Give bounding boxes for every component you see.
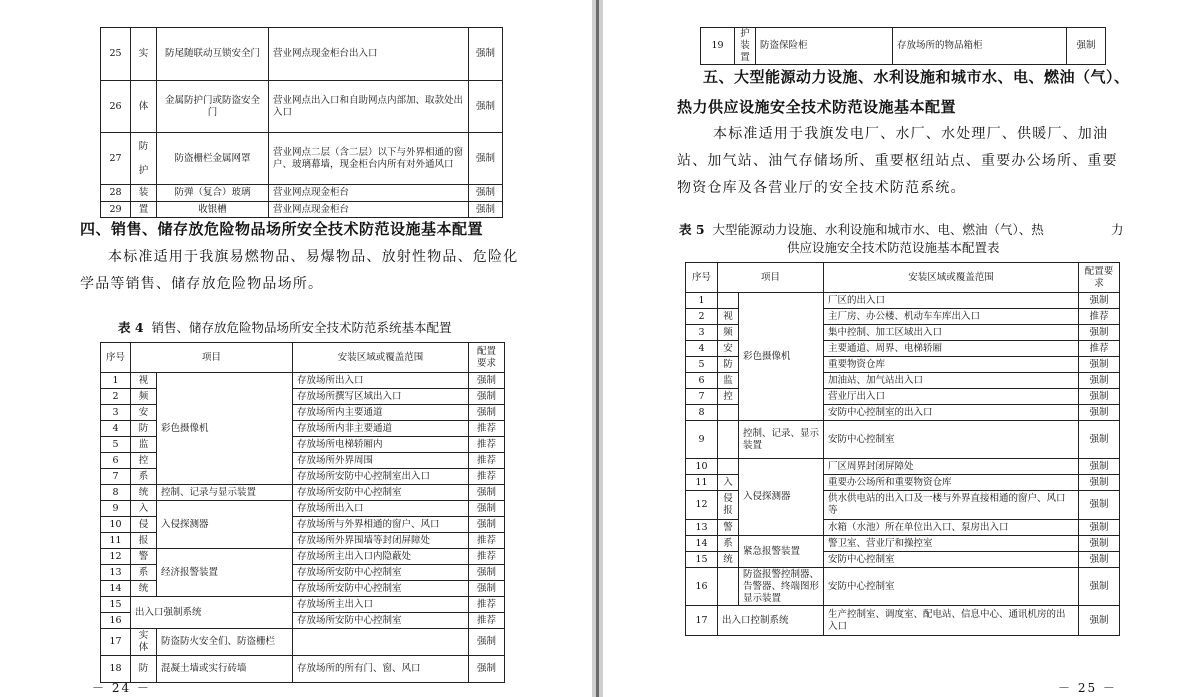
area-cell: 存放场所撰写区域出入口: [293, 389, 469, 405]
section-heading-line2: 热力供应设施安全技术防范设施基本配置: [677, 98, 957, 116]
section-heading: 四、销售、储存放危险物品场所安全技术防范设施基本配置: [80, 220, 484, 238]
row-number: 29: [101, 202, 131, 218]
table-row: [686, 536, 1120, 552]
table-row: [101, 549, 505, 565]
row-number: 6: [101, 453, 131, 469]
area-cell: 水箱（水池）所在单位出入口、泵房出入口: [824, 520, 1079, 536]
area-cell: 重要物资仓库: [824, 357, 1079, 373]
requirement-cell: 强制: [1079, 475, 1120, 491]
requirement-cell: 强制: [1079, 357, 1120, 373]
table-caption-label: 表 5: [679, 222, 705, 237]
category-cell: 系: [131, 469, 157, 485]
requirement-cell: 强制: [1067, 28, 1106, 65]
requirement-cell: 推荐: [469, 437, 505, 453]
row-number: 17: [686, 606, 718, 636]
area-cell: 厂区周界封闭屏障处: [824, 459, 1079, 475]
requirement-cell: 强制: [469, 629, 505, 656]
category-cell: 统: [131, 485, 157, 501]
area-cell: 营业网点出入口和自助网点内部加、取款处出入口: [269, 81, 469, 133]
area-cell: 集中控制、加工区域出入口: [824, 325, 1079, 341]
requirement-cell: 强制: [1079, 520, 1120, 536]
row-number: 7: [686, 389, 718, 405]
requirement-cell: 强制: [1079, 568, 1120, 606]
table-row: [101, 656, 505, 683]
category-cell: 防: [131, 656, 157, 683]
category-cell: 安: [718, 341, 739, 357]
requirement-cell: 强制: [469, 656, 505, 683]
area-cell: 加油站、加气站出入口: [824, 373, 1079, 389]
area-cell: 存放场所安防中心控制室: [293, 581, 469, 597]
requirement-cell: 强制: [1079, 421, 1120, 459]
row-number: 28: [101, 185, 131, 202]
area-cell: 厂区的出入口: [824, 293, 1079, 309]
table-caption: [118, 318, 452, 336]
header-item: 项目: [131, 343, 293, 373]
row-number: 10: [686, 459, 718, 475]
requirement-cell: 强制: [469, 81, 503, 133]
area-cell: 营业网点二层（含二层）以下与外界相通的窗户、玻璃幕墙，现金柜台内所有对外通风口: [269, 133, 469, 185]
requirement-cell: 强制: [469, 185, 503, 202]
table-row: [101, 133, 503, 185]
row-number: 14: [686, 536, 718, 552]
requirement-cell: 强制: [1079, 552, 1120, 568]
category-cell: 监: [718, 373, 739, 389]
item-cell: 彩色摄像机: [739, 293, 824, 421]
section-heading-line1: 五、大型能源动力设施、水利设施和城市水、电、燃油（气）、: [703, 68, 1130, 86]
category-cell: 视: [718, 309, 739, 325]
requirement-cell: 强制: [1079, 373, 1120, 389]
category-cell: 置: [131, 202, 157, 218]
table-4: [100, 342, 505, 683]
row-number: 11: [686, 475, 718, 491]
category-cell: 控: [131, 453, 157, 469]
requirement-cell: 强制: [469, 581, 505, 597]
row-number: 5: [101, 437, 131, 453]
row-number: 12: [686, 491, 718, 520]
requirement-cell: 强制: [1079, 491, 1120, 520]
area-cell: 营业网点现金柜台出入口: [269, 28, 469, 81]
area-cell: 存放场所主出入口内隐蔽处: [293, 549, 469, 565]
row-number: 1: [686, 293, 718, 309]
table-row: [686, 459, 1120, 475]
item-cell: 入侵探测器: [739, 459, 824, 536]
area-cell: 存放场所安防中心控制室: [293, 613, 469, 629]
requirement-cell: 强制: [469, 517, 505, 533]
row-number: 12: [101, 549, 131, 565]
category-cell: 统: [131, 581, 157, 597]
requirement-cell: 推荐: [469, 533, 505, 549]
category-cell: 侵 报: [718, 491, 739, 520]
table-row: [101, 501, 505, 517]
table-row: [101, 28, 503, 81]
row-number: 26: [101, 81, 131, 133]
table-row: [701, 28, 1106, 65]
item-cell: 混凝土墙或实行砖墙: [157, 656, 293, 683]
category-cell: 统: [718, 552, 739, 568]
category-cell: [718, 293, 739, 309]
area-cell: 主厂房、办公楼、机动车车库出入口: [824, 309, 1079, 325]
requirement-cell: 推荐: [1079, 341, 1120, 357]
item-cell: 出入口控制系统: [718, 606, 824, 636]
row-number: 9: [101, 501, 131, 517]
row-number: 7: [101, 469, 131, 485]
right-page: [603, 0, 1196, 697]
table-caption: [679, 220, 1044, 238]
area-cell: 主要通道、周界、电梯轿厢: [824, 341, 1079, 357]
table-row: [686, 568, 1120, 606]
area-cell: 供水供电站的出入口及一楼与外界直接相通的窗户、风口等: [824, 491, 1079, 520]
area-cell: 存放场所主出入口: [293, 597, 469, 613]
requirement-cell: 推荐: [469, 597, 505, 613]
requirement-cell: 推荐: [469, 613, 505, 629]
area-cell: 营业厅出入口: [824, 389, 1079, 405]
category-cell: 系: [718, 536, 739, 552]
table-header-row: [686, 263, 1120, 293]
item-cell: 收银槽: [157, 202, 269, 218]
table-header-row: [101, 343, 505, 373]
row-number: 27: [101, 133, 131, 185]
row-number: 13: [686, 520, 718, 536]
area-cell: 重要办公场所和重要物资仓库: [824, 475, 1079, 491]
area-cell: 安防中心控制室: [824, 552, 1079, 568]
table-row: [686, 421, 1120, 459]
category-cell: 入: [718, 475, 739, 491]
item-cell: 防尾随联动互锁安全门: [157, 28, 269, 81]
area-cell: 存放场所的所有门、窗、风口: [293, 656, 469, 683]
requirement-cell: 强制: [469, 565, 505, 581]
row-number: 10: [101, 517, 131, 533]
row-number: 1: [101, 373, 131, 389]
header-requirement: 配置要求: [1079, 263, 1120, 293]
left-top-table: [100, 27, 503, 218]
requirement-cell: 强制: [1079, 536, 1120, 552]
row-number: 8: [101, 485, 131, 501]
area-cell: 存放场所内非主要通道: [293, 421, 469, 437]
row-number: 8: [686, 405, 718, 421]
item-cell: 入侵探测器: [157, 501, 293, 549]
table-row: [101, 485, 505, 501]
table-row: [101, 597, 505, 613]
requirement-cell: 强制: [1079, 325, 1120, 341]
header-item: 项目: [718, 263, 824, 293]
category-cell: 安: [131, 405, 157, 421]
requirement-cell: 推荐: [469, 421, 505, 437]
row-number: 3: [101, 405, 131, 421]
area-cell: 存放场所出入口: [293, 373, 469, 389]
item-cell: 防盗防火安全们、防盗栅栏: [157, 629, 293, 656]
requirement-cell: 强制: [469, 28, 503, 81]
requirement-cell: 强制: [1079, 389, 1120, 405]
area-cell: 安防中心控制室: [824, 421, 1079, 459]
requirement-cell: 强制: [1079, 293, 1120, 309]
item-cell: 金属防护门或防盗安全门: [157, 81, 269, 133]
area-cell: 存放场所内主要通道: [293, 405, 469, 421]
item-cell: 防盗保险柜: [756, 28, 893, 65]
item-cell: 防弹（复合）玻璃: [157, 185, 269, 202]
row-number: 15: [101, 597, 131, 613]
area-cell: 存放场所安防中心控制室出入口: [293, 469, 469, 485]
area-cell: 存放场所外界周围: [293, 453, 469, 469]
row-number: 4: [686, 341, 718, 357]
left-page: [0, 0, 592, 697]
category-cell: [718, 459, 739, 475]
category-cell: 控: [718, 389, 739, 405]
category-cell: 视: [131, 373, 157, 389]
header-no: 序号: [101, 343, 131, 373]
row-number: 16: [101, 613, 131, 629]
table-row: [686, 293, 1120, 309]
area-cell: 存放场所与外界相通的窗户、风口: [293, 517, 469, 533]
item-cell: 彩色摄像机: [157, 373, 293, 485]
area-cell: 存放场所外界围墙等封闭屏障处: [293, 533, 469, 549]
requirement-cell: 强制: [469, 202, 503, 218]
row-number: 19: [701, 28, 735, 65]
row-number: 2: [101, 389, 131, 405]
item-cell: 防盗报警控制器、告警器、终端图形显示装置: [739, 568, 824, 606]
category-cell: 入: [131, 501, 157, 517]
table-caption-tail: 力: [1111, 222, 1124, 237]
category-cell: [718, 568, 739, 606]
area-cell: 警卫室、营业厅和操控室: [824, 536, 1079, 552]
page-number: － 25 －: [1058, 681, 1117, 695]
area-cell: 安防中心控制室的出入口: [824, 405, 1079, 421]
row-number: 3: [686, 325, 718, 341]
category-cell: [718, 421, 739, 459]
row-number: 17: [101, 629, 131, 656]
row-number: 5: [686, 357, 718, 373]
right-top-table: [700, 27, 1106, 65]
row-number: 14: [101, 581, 131, 597]
category-cell: 装: [131, 185, 157, 202]
category-cell: 防: [131, 421, 157, 437]
requirement-cell: 强制: [1079, 459, 1120, 475]
requirement-cell: 推荐: [469, 469, 505, 485]
section-paragraph: 本标准适用于我旗易燃物品、易爆物品、放射性物品、危险化学品等销售、储存放危险物品场所。: [80, 249, 519, 292]
item-cell: 紧急报警装置: [739, 536, 824, 568]
requirement-cell: 推荐: [1079, 309, 1120, 325]
table-caption-line1: 大型能源动力设施、水利设施和城市水、电、燃油（气）、热: [712, 222, 1044, 237]
requirement-cell: 强制: [469, 405, 505, 421]
area-cell: 存放场所安防中心控制室: [293, 485, 469, 501]
item-cell: 出入口强制系统: [131, 597, 293, 629]
row-number: 25: [101, 28, 131, 81]
category-cell: [718, 405, 739, 421]
table-row: [101, 373, 505, 389]
row-number: 11: [101, 533, 131, 549]
category-cell: 监: [131, 437, 157, 453]
requirement-cell: 强制: [1079, 405, 1120, 421]
requirement-cell: 强制: [469, 501, 505, 517]
category-cell: 防: [718, 357, 739, 373]
category-cell: 频: [131, 389, 157, 405]
section-paragraph: 本标准适用于我旗发电厂、水厂、水处理厂、供暖厂、加油站、加气站、油气存储场所、重要枢纽站点、重要办公场所、重要物资仓库及各营业厅的安全技术防范系统。: [677, 126, 1118, 196]
area-cell: 存放场所出入口: [293, 501, 469, 517]
header-area: 安装区域或覆盖范围: [824, 263, 1079, 293]
area-cell: 存放场所电梯轿厢内: [293, 437, 469, 453]
table-row: [101, 81, 503, 133]
category-cell: 警: [718, 520, 739, 536]
table-row: [101, 185, 503, 202]
table-row: [686, 606, 1120, 636]
area-cell: 存放场所的物品箱柜: [893, 28, 1067, 65]
requirement-cell: 推荐: [469, 549, 505, 565]
category-cell: 报: [131, 533, 157, 549]
category-cell: 实: [131, 28, 157, 81]
table-5: [685, 262, 1120, 636]
requirement-cell: 推荐: [469, 453, 505, 469]
category-cell: 警: [131, 549, 157, 565]
requirement-cell: 强制: [469, 133, 503, 185]
row-number: 15: [686, 552, 718, 568]
category-cell: 频: [718, 325, 739, 341]
item-cell: 控制、记录与显示装置: [157, 485, 293, 501]
requirement-cell: 强制: [469, 373, 505, 389]
requirement-cell: 强制: [469, 389, 505, 405]
row-number: 6: [686, 373, 718, 389]
table-caption-line2: 供应设施安全技术防范设施基本配置表: [787, 240, 1000, 255]
requirement-cell: 强制: [1079, 606, 1120, 636]
header-area: 安装区域或覆盖范围: [293, 343, 469, 373]
row-number: 18: [101, 656, 131, 683]
requirement-cell: 强制: [469, 485, 505, 501]
area-cell: 生产控制室、调度室、配电站、信息中心、通讯机房的出入口: [824, 606, 1079, 636]
row-number: 16: [686, 568, 718, 606]
category-cell: 防 护: [131, 133, 157, 185]
row-number: 2: [686, 309, 718, 325]
table-row: [101, 202, 503, 218]
row-number: 13: [101, 565, 131, 581]
area-cell: [293, 629, 469, 656]
category-cell: 体: [131, 81, 157, 133]
table-caption-text: 销售、储存放危险物品场所安全技术防范系统基本配置: [151, 320, 452, 335]
category-cell: 实 体: [131, 629, 157, 656]
page-gutter: [592, 0, 603, 697]
area-cell: 安防中心控制室: [824, 568, 1079, 606]
table-row: [101, 629, 505, 656]
item-cell: 控制、记录、显示装置: [739, 421, 824, 459]
header-requirement: 配置要求: [469, 343, 505, 373]
category-cell: 护 装 置: [735, 28, 756, 65]
row-number: 4: [101, 421, 131, 437]
page-number: － 24 －: [92, 681, 151, 695]
item-cell: 防盗栅栏金属网罩: [157, 133, 269, 185]
area-cell: 营业网点现金柜台: [269, 202, 469, 218]
category-cell: 侵: [131, 517, 157, 533]
area-cell: 营业网点现金柜台: [269, 185, 469, 202]
header-no: 序号: [686, 263, 718, 293]
area-cell: 存放场所安防中心控制室: [293, 565, 469, 581]
table-caption-label: 表 4: [118, 320, 144, 335]
item-cell: 经济报警装置: [157, 549, 293, 597]
category-cell: 系: [131, 565, 157, 581]
row-number: 9: [686, 421, 718, 459]
